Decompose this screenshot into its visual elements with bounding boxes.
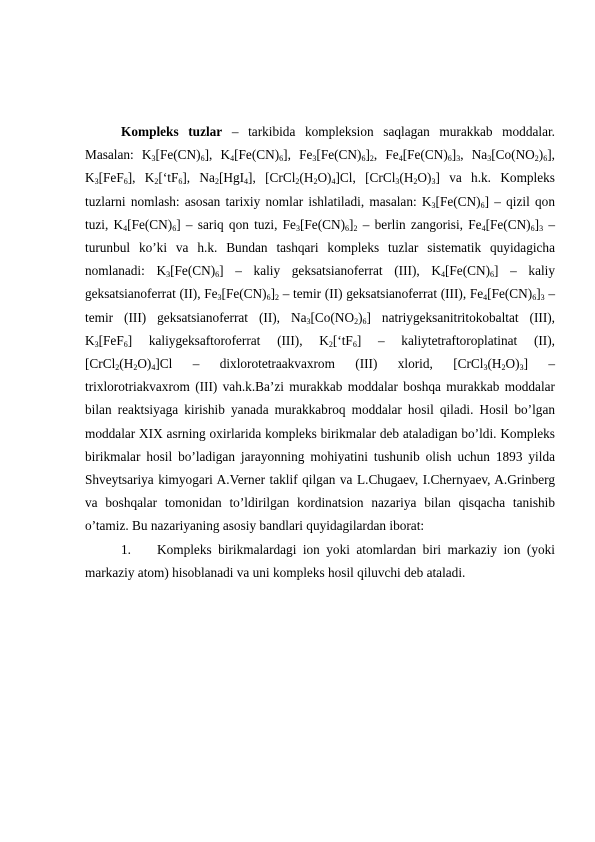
subscript: 3 [431, 177, 436, 187]
subscript: 6 [215, 270, 220, 280]
text-run: O) [417, 170, 432, 186]
subscript: 3 [166, 270, 171, 280]
text-run: [Fe(CN) [485, 216, 531, 232]
subscript: 6 [532, 293, 537, 303]
paragraph-kompleks-tuzlar [85, 120, 555, 538]
text-run: ] natriygeksanitritokobaltat (III), K [85, 309, 555, 348]
text-run: ] kaliygeksaftoroferrat (III), K [127, 332, 329, 348]
subscript: 3 [217, 293, 222, 303]
subscript: 6 [352, 339, 357, 349]
subscript: 2 [501, 363, 506, 373]
text-run: O) [317, 170, 332, 186]
text-run: ] – trixlorotriakvaxrom (III) vah.k.Ba’zi murakkab moddalar boshqa murakkab moddalar bilan reaktsiyaga kirishib yanada murakkabroq moddalar hosil qiladi. Hosil bo’lgan moddalar XIX asrning oxirlarida kompleks birikmalar deb ataladigan bo’ldi. Kompleks birikmalar hosil bo’ladigan jarayonning mohiyatini tushunib olish uchun 1893 yilda Shveytsariya kimyogari A.Verner taklif qilgan va L.Chugaev, I.Chernyaev, A.Grinberg va boshqalar tomonidan to’ldirilgan kordinatsion nazariya bilan qisqacha tanishib o’tamiz. Bu nazariyaning asosiy bandlari quyidagilardan iborat: [85, 356, 555, 534]
subscript: 3 [431, 200, 436, 210]
text-run: [Fe(CN) [435, 193, 481, 209]
subscript: 2 [115, 363, 120, 373]
text-run: ], K [204, 147, 231, 163]
text-run: (H [487, 356, 502, 372]
subscript: 6 [530, 223, 535, 233]
text-run: [Fe(CN) [487, 286, 533, 302]
text-run: – berlin zangorisi, Fe [357, 216, 482, 232]
text-run: ] [349, 216, 354, 232]
subscript: 2 [214, 177, 219, 187]
subscript: 3 [483, 363, 488, 373]
text-run: ] [451, 147, 457, 163]
subscript: 4 [440, 270, 445, 280]
subscript: 3 [456, 154, 461, 164]
subscript: 3 [306, 316, 311, 326]
subscript: 2 [353, 223, 358, 233]
text-run: ], Fe [283, 147, 313, 163]
text-run: ], K [127, 170, 155, 186]
subscript: 4 [244, 177, 249, 187]
list-item [85, 538, 555, 584]
text-run: ] – kaliy geksatsianoferrat (III), K [219, 263, 441, 279]
subscript: 6 [172, 223, 177, 233]
text-run: (H [399, 170, 414, 186]
text-run: – temir (III) geksatsianoferrat (II), Na [85, 286, 555, 325]
subscript: 6 [361, 154, 366, 164]
text-run: [FeF [98, 170, 124, 186]
subscript: 2 [275, 293, 280, 303]
text-run: ] – kaliy geksatsianoferrat (II), Fe [85, 263, 556, 302]
text-run: O) [505, 356, 520, 372]
subscript: 6 [123, 177, 128, 187]
text-run: ] [270, 286, 276, 302]
text-run: ] [536, 286, 541, 302]
subscript: 6 [490, 270, 495, 280]
subscript: 4 [151, 363, 156, 373]
subscript: 2 [354, 316, 359, 326]
text-run: [Fe(CN) [316, 147, 362, 163]
text-run: O) [137, 356, 152, 372]
text-run: ) [538, 147, 544, 163]
subscript: 4 [481, 223, 486, 233]
text-run: ]Cl, [CrCl [335, 170, 396, 186]
text-run: [Fe(CN) [155, 147, 201, 163]
subscript: 3 [151, 154, 156, 164]
list-item-text: Kompleks birikmalardagi ion yoki atomlardan biri markaziy ion (yoki markaziy atom) hisoblanadi va uni kompleks hosil qiluvchi deb ataladi. [85, 541, 555, 580]
subscript: 3 [519, 363, 524, 373]
text-run: [‘tF [158, 170, 179, 186]
subscript: 2 [295, 177, 300, 187]
text-run: ] – qizil qon tuzi, K [85, 193, 555, 232]
text-run: [Fe(CN) [127, 216, 173, 232]
subscript: 3 [539, 223, 544, 233]
text-run: (H [299, 170, 314, 186]
subscript: 6 [543, 154, 548, 164]
text-run: [Fe(CN) [299, 216, 346, 232]
text-run: [FeF [98, 332, 124, 348]
subscript: 4 [331, 177, 336, 187]
text-run: ] – kaliytetraftoroplatinat (II), [CrCl [85, 332, 555, 372]
subscript: 3 [295, 223, 300, 233]
subscript: 2 [413, 177, 418, 187]
subscript: 6 [123, 339, 128, 349]
subscript: 2 [313, 177, 318, 187]
subscript: 4 [230, 154, 235, 164]
text-run: [Fe(CN) [402, 147, 448, 163]
subscript: 3 [312, 154, 317, 164]
subscript: 4 [398, 154, 403, 164]
subscript: 2 [534, 154, 539, 164]
text-run: ] va h.k. Kompleks tuzlarni nomlash: asosan tarixiy nomlar ishlatiladi, masalan: K [85, 170, 555, 209]
text-run: ] – sariq qon tuzi, Fe [176, 216, 296, 232]
subscript: 6 [279, 154, 284, 164]
subscript: 2 [328, 339, 333, 349]
subscript: 6 [200, 154, 205, 164]
text-run: (H [119, 356, 134, 372]
paragraph-body [85, 124, 555, 533]
subscript: 4 [483, 293, 488, 303]
text-run: – temir (II) geksatsianoferrat (III), Fe [279, 286, 484, 302]
text-run: – turunbul ko’ki va h.k. Bundan tashqari kompleks tuzlar sistematik quyidagicha nomlanadi: K [85, 216, 555, 279]
text-run: [Fe(CN) [170, 263, 216, 279]
text-run: [Fe(CN) [221, 286, 267, 302]
subscript: 6 [178, 177, 183, 187]
text-run: [Fe(CN) [444, 263, 491, 279]
text-run: , Fe [373, 147, 399, 163]
text-run: , Na [460, 147, 488, 163]
subscript: 6 [362, 316, 367, 326]
subscript: 6 [266, 293, 271, 303]
subscript: 2 [369, 154, 374, 164]
subscript: 3 [395, 177, 400, 187]
subscript: 6 [447, 154, 452, 164]
subscript: 3 [94, 339, 99, 349]
text-run: ], Na [182, 170, 215, 186]
subscript: 3 [540, 293, 545, 303]
term-kompleks-tuzlar: Kompleks tuzlar [121, 124, 223, 139]
text-run: [HgI [218, 170, 245, 186]
text-run: [Co(NO [491, 147, 535, 163]
document-page [85, 120, 555, 584]
text-run: ], K [85, 147, 555, 186]
text-run: [Co(NO [310, 309, 355, 325]
text-run: ] [534, 216, 540, 232]
subscript: 2 [154, 177, 159, 187]
text-run: ], [CrCl [248, 170, 296, 186]
text-run: – tarkibida kompleksion saqlagan murakkab moddalar. Masalan: K [85, 124, 555, 163]
subscript: 3 [94, 177, 99, 187]
text-run: ]Cl – dixlorotetraakvaxrom (III) xlorid, [CrCl [155, 356, 484, 372]
subscript: 2 [133, 363, 138, 373]
subscript: 6 [345, 223, 350, 233]
text-run: [Fe(CN) [234, 147, 280, 163]
text-run: [‘tF [332, 332, 353, 348]
subscript: 6 [480, 200, 485, 210]
subscript: 3 [487, 154, 492, 164]
list-item-number: 1. [121, 541, 131, 557]
text-run: ] [365, 147, 370, 163]
subscript: 4 [123, 223, 128, 233]
text-run: ) [358, 309, 363, 325]
